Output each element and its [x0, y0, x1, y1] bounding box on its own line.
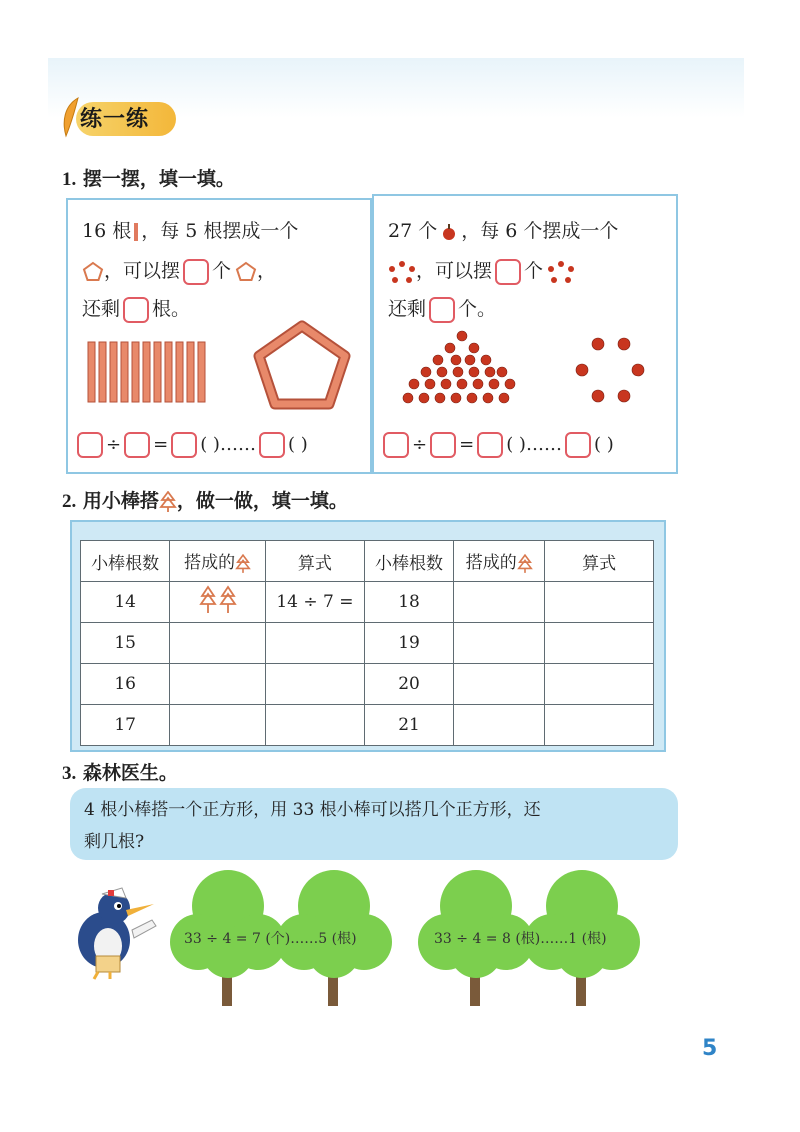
q1-left-line2: ，可以摆 个 ， [82, 254, 276, 288]
stick-icon [134, 223, 138, 241]
answer-box[interactable] [77, 432, 103, 458]
q3-title: 3. 森林医生。 [62, 762, 178, 784]
q1-left-equation: ÷ = ( )…… ( ) [74, 428, 308, 462]
q1-right-line1: 27 个 ，每 6 个摆成一个 [388, 220, 619, 242]
apple-ring-icon [547, 260, 575, 284]
answer-box[interactable] [183, 259, 209, 285]
q1-right-line2: ，可以摆 个 [388, 254, 575, 288]
q1-title-text: 摆一摆，填一填。 [82, 168, 235, 190]
q1-left-line1: 16 根 ，每 5 根摆成一个 [82, 220, 299, 242]
answer-box[interactable] [124, 432, 150, 458]
apple-ring-illustration [572, 332, 648, 408]
feather-icon [60, 96, 82, 138]
answer-box[interactable] [477, 432, 503, 458]
answer-box[interactable] [383, 432, 409, 458]
sticks-illustration [86, 340, 212, 404]
table-row: 14 14 ÷ 7 = 18 [81, 582, 654, 623]
q2-table [80, 540, 654, 746]
apple-icon [440, 223, 458, 241]
apple-ring-icon [388, 260, 416, 284]
apples-illustration [398, 326, 526, 408]
answer-label-1: 33 ÷ 4 = 7 (个)……5 (根) [184, 931, 357, 947]
tree-stick-icon [235, 554, 251, 574]
pentagon-illustration [252, 320, 352, 410]
header-title: 练一练 [80, 107, 150, 132]
page-number: 5 [702, 1036, 718, 1061]
table-header-row: 小棒根数 搭成的 算式 小棒根数 搭成的 算式 [81, 541, 654, 582]
answer-box[interactable] [495, 259, 521, 285]
answer-box[interactable] [259, 432, 285, 458]
q2-title: 2. 用小棒搭 ，做一做，填一填。 [62, 490, 348, 512]
q1-left-line3: 还剩 根。 [82, 292, 190, 326]
q1-number: 1. [62, 169, 77, 190]
q1-title [62, 164, 235, 191]
section-header [58, 96, 178, 142]
table-row: 15 19 [81, 623, 654, 664]
answer-box[interactable] [430, 432, 456, 458]
q1-right-line3: 还剩 个。 [388, 292, 496, 326]
table-row: 16 20 [81, 664, 654, 705]
answer-box[interactable] [171, 432, 197, 458]
q3-problem: 4 根小棒搭一个正方形，用 33 根小棒可以搭几个正方形，还 剩几根? [70, 788, 678, 860]
pentagon-icon [82, 261, 104, 283]
woodpecker-icon [62, 880, 162, 980]
answer-box[interactable] [429, 297, 455, 323]
answer-label-2: 33 ÷ 4 = 8 (根)……1 (根) [434, 931, 607, 947]
answer-box[interactable] [565, 432, 591, 458]
answer-box[interactable] [123, 297, 149, 323]
table-row: 17 21 [81, 705, 654, 746]
tree-stick-icon [517, 554, 533, 574]
tree-stick-icon [159, 491, 177, 513]
q1-right-equation: ÷ = ( )…… ( ) [380, 428, 614, 462]
tree-figures-icon [198, 585, 238, 615]
pentagon-icon [235, 261, 257, 283]
